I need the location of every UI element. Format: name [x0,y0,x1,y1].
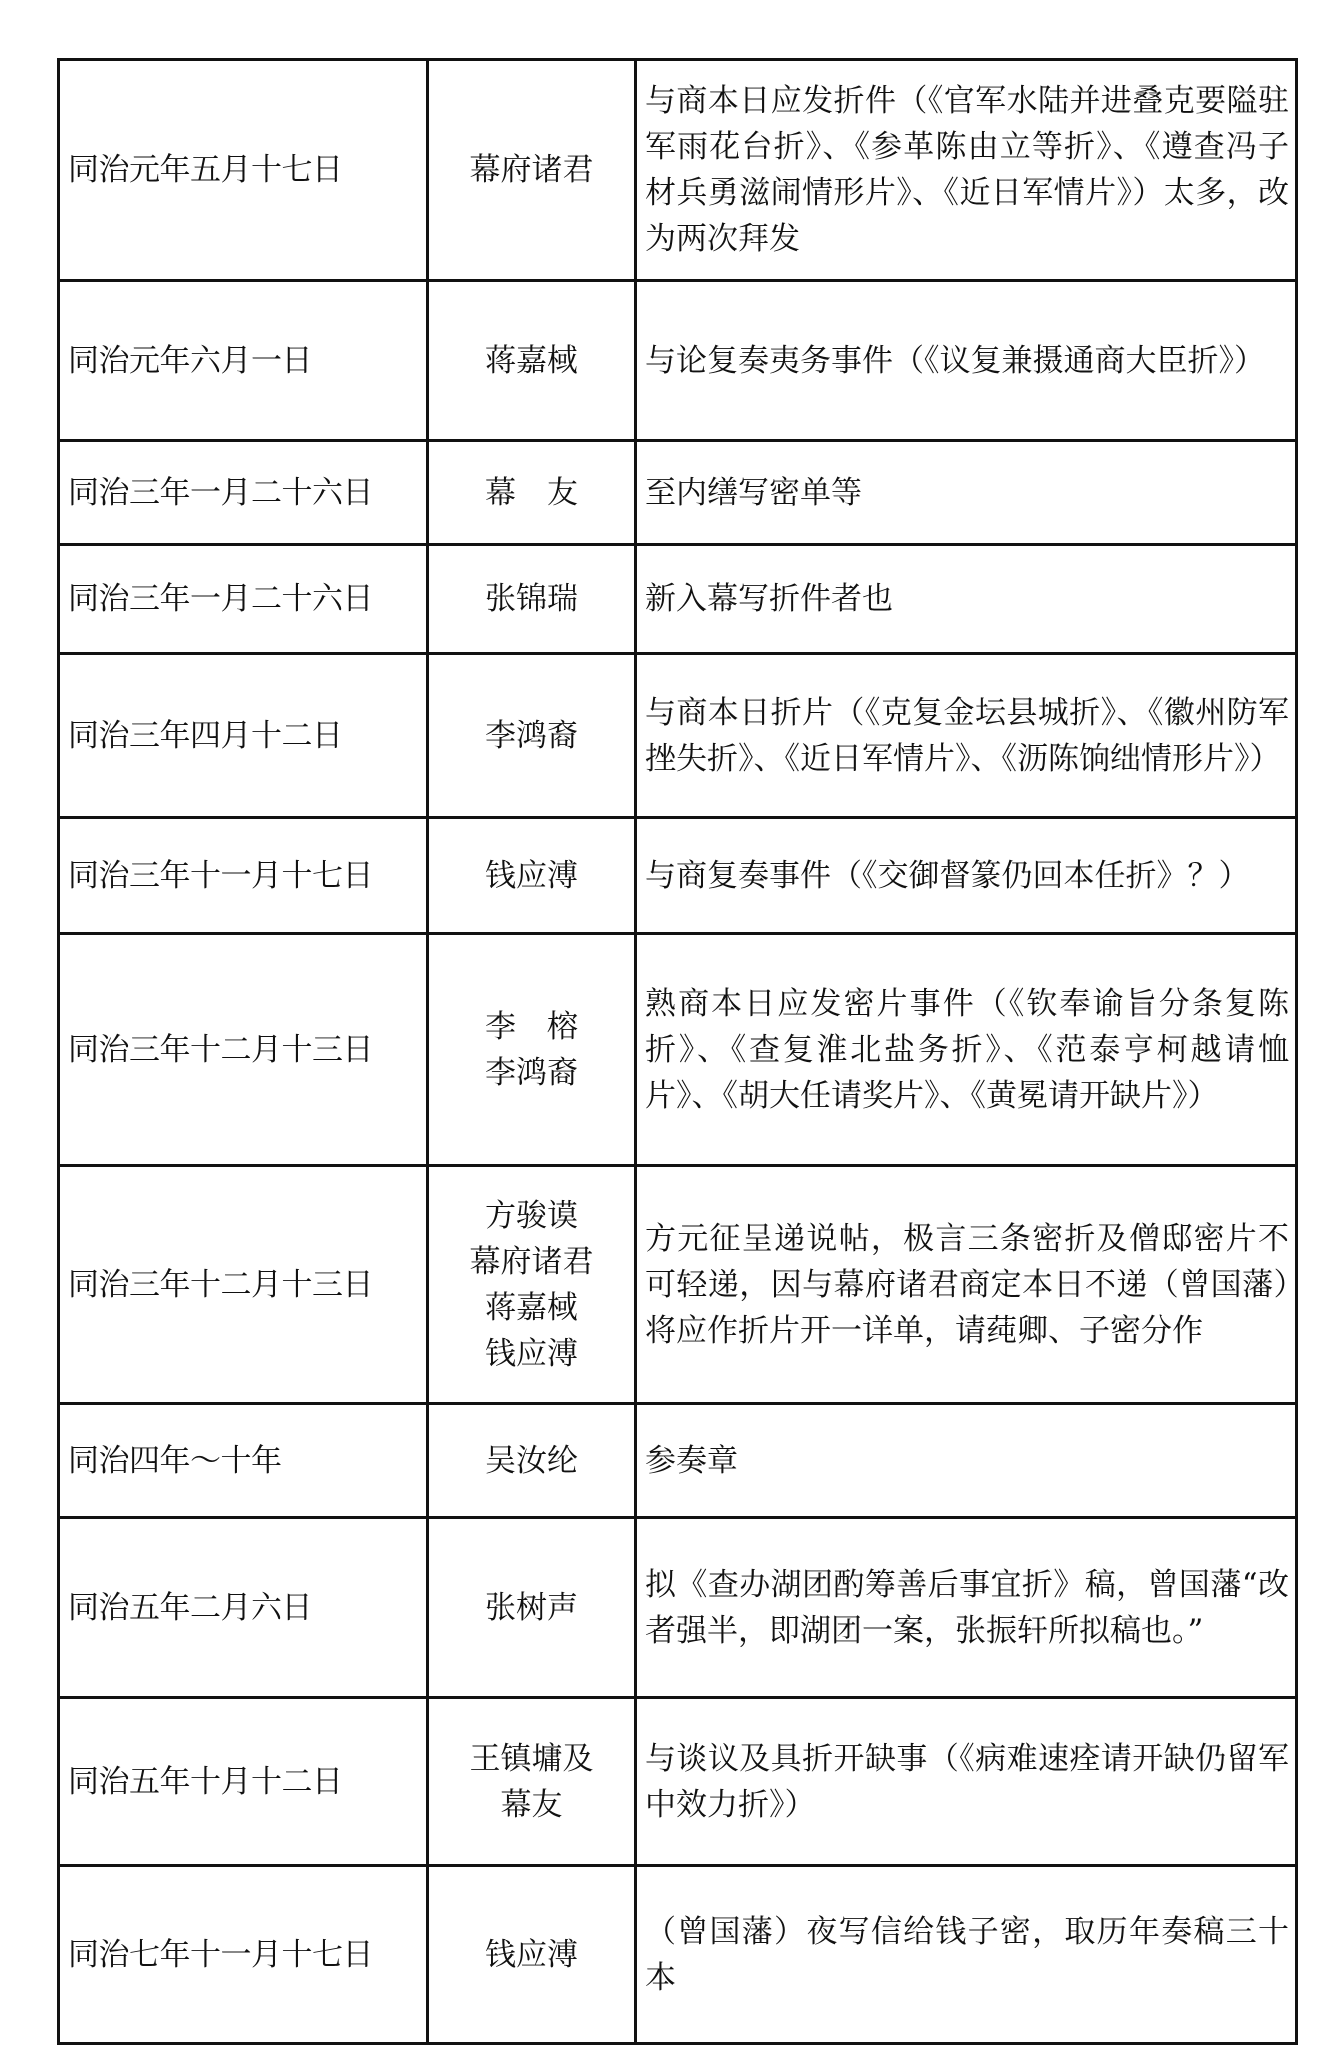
table-row [59,818,1297,934]
note-cell: 与商本日折片（《克复金坛县城折》、《徽州防军挫失折》、《近日军情片》、《沥陈饷绌情形片》） [636,654,1297,818]
table-body [59,60,1297,2044]
note-cell: 熟商本日应发密片事件（《钦奉谕旨分条复陈折》、《查复淮北盐务折》、《范泰亨柯越请恤片》、《胡大任请奖片》、《黄冕请开缺片》） [636,934,1297,1166]
person-name: 张锦瑞 [485,581,578,617]
date-cell: 同治三年十二月十三日 [59,934,428,1166]
person-name: 幕府诸君 [469,1243,594,1280]
person-cell [428,1698,636,1866]
date-cell: 同治七年十一月十七日 [59,1866,428,2044]
note-cell: 与谈议及具折开缺事（《病难速痊请开缺仍留军中效力折》） [636,1698,1297,1866]
person-cell [428,934,636,1166]
date-cell: 同治五年二月六日 [59,1518,428,1698]
date-cell: 同治元年五月十七日 [59,60,428,281]
note-cell: 与商本日应发折件（《官军水陆并进叠克要隘驻军雨花台折》、《参革陈由立等折》、《遵查冯子材兵勇滋闹情形片》、《近日军情片》）太多，改为两次拜发 [636,60,1297,281]
note-cell: 新入幕写折件者也 [636,545,1297,654]
table-row [59,60,1297,281]
person-name: 钱应溥 [485,1936,578,1973]
person-name: 方骏谟 [485,1197,578,1234]
person-name: 幕 友 [485,474,578,511]
records-table [57,58,1298,2045]
note-cell: 方元征呈递说帖，极言三条密折及僧邸密片不可轻递，因与幕府诸君商定本日不递（曾国藩）将应作折片开一详单，请莼卿、子密分作 [636,1166,1297,1404]
note-cell: 至内缮写密单等 [636,441,1297,545]
table-row [59,281,1297,441]
date-cell: 同治三年一月二十六日 [59,441,428,545]
table-row [59,545,1297,654]
table-row [59,1698,1297,1866]
person-name: 李 榕 [485,1008,578,1045]
table-row [59,654,1297,818]
person-cell [428,1866,636,2044]
person-name: 幕友 [500,1786,563,1823]
note-cell: （曾国藩）夜写信给钱子密，取历年奏稿三十本 [636,1866,1297,2044]
date-cell: 同治四年～十年 [59,1404,428,1518]
date-cell: 同治三年十一月十七日 [59,818,428,934]
person-name: 钱应溥 [485,857,578,894]
person-cell [428,1518,636,1698]
person-cell [428,654,636,818]
table-row [59,1866,1297,2044]
note-cell: 拟《查办湖团酌筹善后事宜折》稿，曾国藩“改者强半，即湖团一案，张振轩所拟稿也。” [636,1518,1297,1698]
person-name: 幕府诸君 [469,152,594,188]
person-name: 蒋嘉棫 [485,1289,578,1326]
table-row [59,934,1297,1166]
table-row [59,441,1297,545]
person-cell [428,281,636,441]
note-cell: 与商复奏事件（《交御督篆仍回本任折》？） [636,818,1297,934]
person-name: 张树声 [485,1589,578,1626]
person-name: 钱应溥 [485,1335,578,1372]
person-name: 吴汝纶 [485,1442,578,1479]
note-cell: 参奏章 [636,1404,1297,1518]
date-cell: 同治五年十月十二日 [59,1698,428,1866]
table-row [59,1166,1297,1404]
person-name: 蒋嘉棫 [485,342,578,379]
person-cell [428,1166,636,1404]
date-cell: 同治元年六月一日 [59,281,428,441]
person-cell [428,60,636,281]
table-row [59,1404,1297,1518]
person-cell [428,1404,636,1518]
table-row [59,1518,1297,1698]
note-cell: 与论复奏夷务事件（《议复兼摄通商大臣折》） [636,281,1297,441]
person-name: 李鸿裔 [485,717,578,754]
person-name: 王镇墉及 [469,1740,594,1777]
date-cell: 同治三年一月二十六日 [59,545,428,654]
date-cell: 同治三年十二月十三日 [59,1166,428,1404]
person-cell [428,545,636,654]
person-name: 李鸿裔 [485,1054,578,1091]
date-cell: 同治三年四月十二日 [59,654,428,818]
person-cell [428,441,636,545]
person-cell [428,818,636,934]
